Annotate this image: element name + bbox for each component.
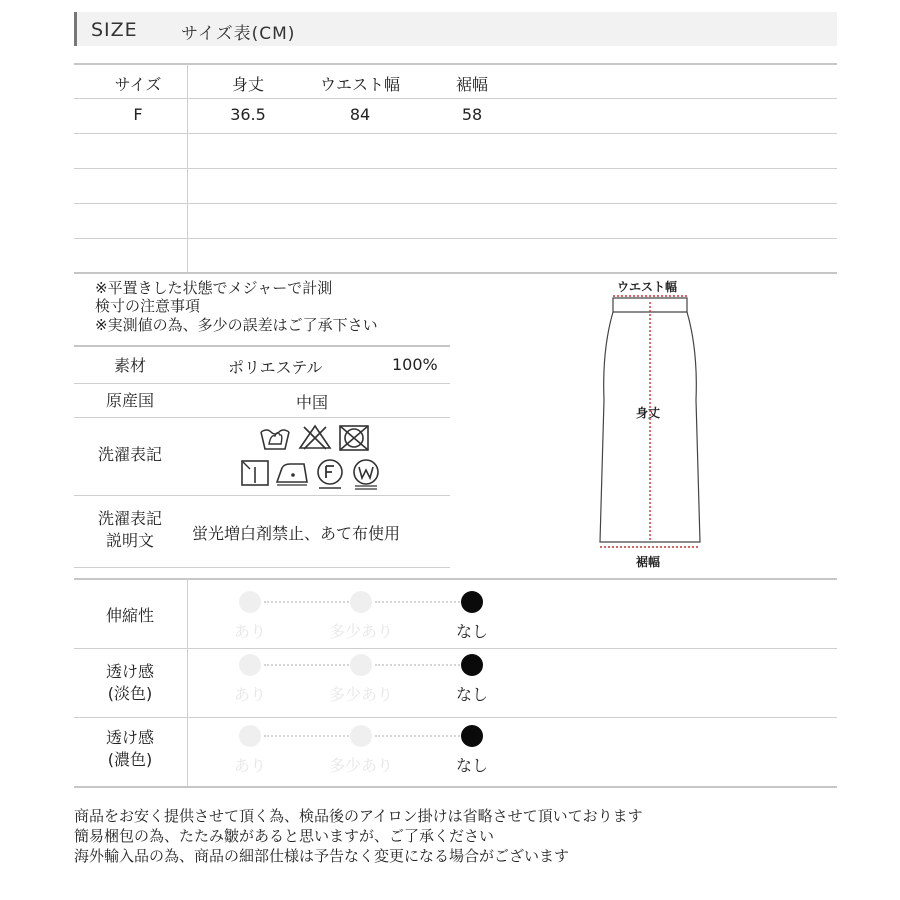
sheer-label-line: 透け感 <box>105 728 154 747</box>
footer-line: 海外輸入品の為、商品の細部仕様は予告なく変更になる場合がございます <box>74 847 570 865</box>
footer-line: 商品をお安く提供させて頂く為、検品後のアイロン掛けは省略させて頂いております <box>74 807 643 825</box>
footer-line: 簡易梱包の為、たたみ皺があると思いますが、ご了承ください <box>74 827 495 845</box>
note-line: ※平置きした状態でメジャーで計測 <box>95 279 333 297</box>
scale-connector <box>375 664 460 666</box>
table-divider <box>74 495 450 496</box>
hem-label: 裾幅 <box>636 555 661 569</box>
dry-clean-f-icon <box>314 458 346 490</box>
scale-connector <box>264 735 349 737</box>
wet-clean-w-icon <box>350 458 382 490</box>
scale-dot <box>350 654 372 676</box>
cell-hem: 58 <box>461 105 483 124</box>
scale-connector <box>264 664 349 666</box>
hand-wash-icon <box>258 422 292 452</box>
table-divider <box>74 345 450 347</box>
scale-dot <box>239 725 261 747</box>
header-hem: 裾幅 <box>455 75 488 94</box>
table-divider <box>74 417 450 418</box>
table-divider <box>74 168 837 169</box>
material-percent: 100% <box>392 355 438 374</box>
cell-size: F <box>133 105 143 124</box>
sheer-label-line: 透け感 <box>105 662 154 681</box>
material-label: 素材 <box>113 356 146 375</box>
care-label: 洗濯表記 <box>97 445 162 464</box>
header-size: サイズ <box>114 75 162 94</box>
table-divider <box>74 648 837 649</box>
scale-option: あり <box>233 756 266 775</box>
scale-connector <box>375 601 460 603</box>
care-desc-value: 蛍光増白剤禁止、あて布使用 <box>192 524 401 543</box>
table-divider <box>74 203 837 204</box>
scale-dot <box>350 591 372 613</box>
sheer-light-label <box>80 661 180 705</box>
section-title: SIZE <box>91 19 138 41</box>
cell-waist: 84 <box>349 105 371 124</box>
care-desc-label-line: 説明文 <box>105 531 154 550</box>
scale-option: あり <box>233 685 266 704</box>
table-column-divider <box>187 579 188 786</box>
note-line: 検寸の注意事項 <box>95 297 201 315</box>
origin-value: 中国 <box>296 393 329 412</box>
care-desc-label-line: 洗濯表記 <box>97 509 162 528</box>
origin-label: 原産国 <box>105 391 154 410</box>
sheer-label-line: (淡色) <box>107 684 153 703</box>
scale-option-selected: なし <box>455 622 488 641</box>
scale-option-selected: なし <box>455 685 488 704</box>
scale-connector <box>375 735 460 737</box>
scale-option: 多少あり <box>328 685 393 704</box>
material-value: ポリエステル <box>228 358 323 377</box>
table-divider <box>74 786 837 788</box>
section-header <box>74 12 837 46</box>
header-waist: ウエスト幅 <box>319 75 400 94</box>
drip-dry-shade-icon <box>240 458 270 488</box>
sheer-label-line: (濃色) <box>107 750 153 769</box>
scale-option-selected: なし <box>455 756 488 775</box>
scale-dot <box>239 591 261 613</box>
table-divider <box>74 272 837 274</box>
iron-low-icon <box>274 460 310 486</box>
scale-dot-selected <box>461 654 483 676</box>
no-tumble-dry-icon <box>338 424 370 452</box>
table-divider <box>74 567 450 568</box>
note-line: ※実測値の為、多少の誤差はご了承下さい <box>95 316 378 334</box>
header-length: 身丈 <box>231 75 264 94</box>
waist-label: ウエスト幅 <box>617 280 678 294</box>
cell-length: 36.5 <box>230 105 266 124</box>
scale-dot-selected <box>461 725 483 747</box>
table-divider <box>74 98 837 99</box>
scale-option: 多少あり <box>328 622 393 641</box>
scale-option: あり <box>233 622 266 641</box>
table-divider <box>74 63 837 65</box>
table-divider <box>74 133 837 134</box>
scale-dot-selected <box>461 591 483 613</box>
scale-dot <box>350 725 372 747</box>
section-subtitle: サイズ表(CM) <box>181 24 296 44</box>
table-column-divider <box>187 64 188 272</box>
table-divider <box>74 717 837 718</box>
stretch-label: 伸縮性 <box>105 606 154 625</box>
scale-connector <box>264 601 349 603</box>
skirt-outline <box>590 290 710 555</box>
table-divider <box>74 578 837 580</box>
scale-option: 多少あり <box>328 756 393 775</box>
no-bleach-icon <box>298 424 332 450</box>
sheer-dark-label <box>80 727 180 771</box>
scale-dot <box>239 654 261 676</box>
table-divider <box>74 383 450 384</box>
table-divider <box>74 238 837 239</box>
length-label: 身丈 <box>636 406 661 420</box>
care-desc-label <box>80 508 180 552</box>
